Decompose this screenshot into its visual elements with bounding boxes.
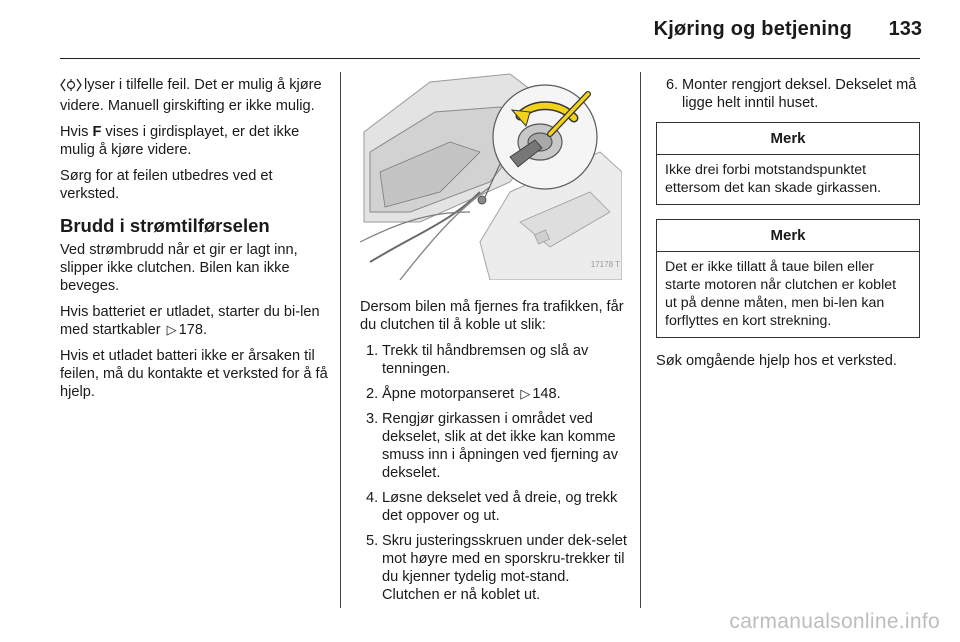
watermark: carmanualsonline.info <box>729 610 940 633</box>
step-5 <box>360 532 628 604</box>
text-prefix: Hvis <box>60 124 93 140</box>
note-box-2 <box>656 219 920 338</box>
step-text: Monter rengjort deksel. Dekselet må ligge helt inntil huset. <box>682 77 917 111</box>
step-number: 6. <box>666 77 679 93</box>
paragraph-power-failure: Ved strømbrudd når et gir er lagt inn, slipper ikke clutchen. Bilen kan ikke beveges. <box>60 242 298 294</box>
note-body: Det er ikke tillatt å taue bilen eller starte motoren når clutchen er koblet ut på denne måten, men bi-len kan forflyttes en kort strekning. <box>665 259 897 329</box>
section-heading-power-failure: Brudd i strømtilførselen <box>60 215 270 236</box>
transmission-control-warning-icon <box>60 78 82 97</box>
gear-display-letter: F <box>92 124 102 140</box>
warning-light-text: lyser i tilfelle feil. Det er mulig å kjøre videre. Manuell girskifting er ikke mulig. <box>60 77 322 114</box>
step-1 <box>360 342 628 378</box>
step-text: Rengjør girkassen i området ved dekselet, slik at det ikke kan komme smuss inn i åpningen ved fjerning av dekselet. <box>382 411 619 481</box>
step-number: 2. <box>366 386 379 402</box>
battery-text: Hvis batteriet er utladet, starter du bi-len med startkabler <box>60 304 320 338</box>
paragraph-f-display <box>60 123 328 159</box>
step-number: 4. <box>366 490 379 506</box>
step-text: Åpne motorpanseret <box>382 386 515 402</box>
page-title: Kjøring og betjening <box>653 18 852 40</box>
figure-code: 17178 T <box>590 260 620 269</box>
paragraph-contact-workshop: Hvis et utladet batteri ikke er årsaken til feilen, må du kontakte et verksted for å få hjelp. <box>60 348 328 400</box>
header-rule <box>60 58 920 59</box>
step-number: 1. <box>366 343 379 359</box>
column-3 <box>656 76 920 378</box>
page-reference[interactable]: 148. <box>532 386 561 402</box>
paragraph-warning-light <box>60 76 328 115</box>
step-4 <box>360 489 628 525</box>
paragraph-workshop: Sørg for at feilen utbedres ved et verksted. <box>60 168 273 202</box>
paragraph-intro: Dersom bilen må fjernes fra trafikken, får du clutchen til å koble ut slik: <box>360 299 624 333</box>
step-6 <box>656 76 920 112</box>
illustration-gearbox-cover <box>360 72 622 280</box>
paragraph-battery <box>60 303 328 339</box>
page-number: 133 <box>888 18 922 40</box>
page-header <box>0 0 960 60</box>
instruction-steps-continued <box>656 76 920 112</box>
note-body: Ikke drei forbi motstandspunktet ettersom det kan skade girkassen. <box>665 162 882 196</box>
note-title: Merk <box>657 123 919 155</box>
text-suffix: vises i girdisplayet, er det ikke mulig å kjøre videre. <box>60 124 300 158</box>
step-3 <box>360 410 628 482</box>
step-text: Trekk til håndbremsen og slå av tenningen. <box>382 343 589 377</box>
page-reference-arrow-icon: ▷ <box>520 386 531 401</box>
paragraph-seek-help: Søk omgående hjelp hos et verksted. <box>656 353 897 369</box>
step-number: 5. <box>366 533 379 549</box>
step-text: Skru justeringsskruen under dek-selet mot høyre med en sporskru-trekker til du kjenner tydelig mot-stand. Clutchen er nå koblet ut. <box>382 533 627 603</box>
page-reference[interactable]: 178. <box>178 322 208 338</box>
column-divider-2 <box>640 72 641 608</box>
instruction-steps <box>360 342 628 604</box>
step-number: 3. <box>366 411 379 427</box>
step-2 <box>360 385 628 403</box>
column-1 <box>60 76 328 409</box>
page-reference-arrow-icon: ▷ <box>166 322 177 337</box>
step-text: Løsne dekselet ved å dreie, og trekk det oppover og ut. <box>382 490 618 524</box>
column-2 <box>360 76 628 611</box>
note-title: Merk <box>657 220 919 252</box>
column-divider-1 <box>340 72 341 608</box>
gearbox-illustration <box>360 72 622 280</box>
note-box-1 <box>656 122 920 205</box>
